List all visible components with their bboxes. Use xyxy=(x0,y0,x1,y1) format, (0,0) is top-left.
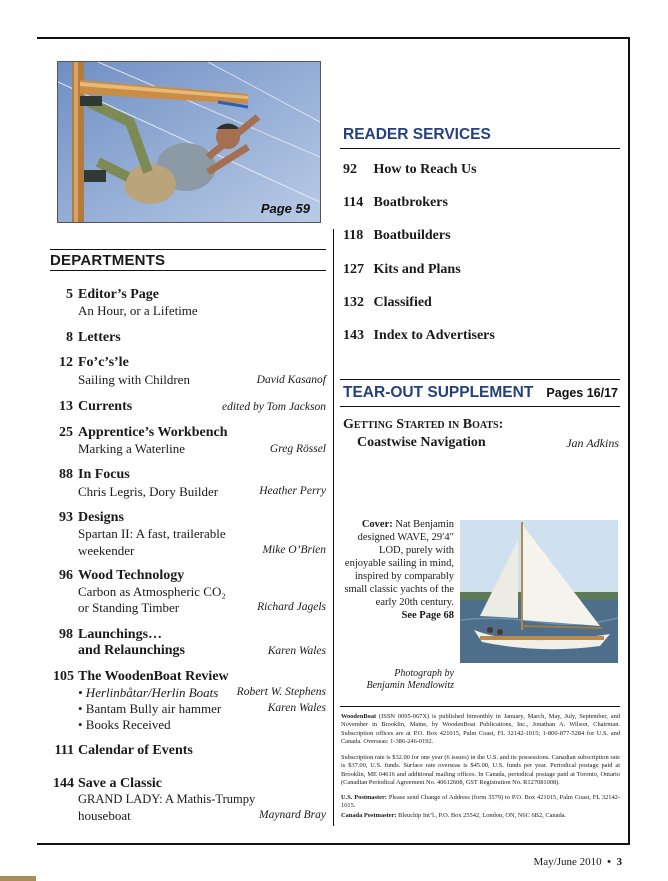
item-page-number: 92 xyxy=(343,162,357,177)
item-label: Index to Advertisers xyxy=(373,328,495,343)
entry-subtitle: Chris Legris, Dory Builder xyxy=(78,484,219,499)
fine-text: Subscription rate is $32.00 for one year (6 issues) in the U.S. and its possessions. Canadian subscription rate is $37.00, U.S. funds. Surface rate overseas is $45.00, U.S. funds per year. Periodical postage paid at Brooklin, ME 04616 and additional mailing offices. In Canada, periodical postage paid at Toronto, Ontario (Canadian Periodical Agreement No. 40612608, GST Registration No. R127081008). xyxy=(341,754,620,786)
entry-author: Heather Perry xyxy=(259,485,326,497)
entry-page-number: 105 xyxy=(53,669,74,684)
entry-title-line2: and Relaunchings xyxy=(78,643,185,658)
supplement-subtitle: Coastwise Navigation xyxy=(357,435,486,450)
entry-page-number: 8 xyxy=(66,330,73,345)
supplement-author: Jan Adkins xyxy=(566,436,619,450)
review-item: • Bantam Bully air hammer xyxy=(78,701,222,716)
credit-label: Photograph by xyxy=(394,668,454,679)
entry-subtitle-line2: weekender xyxy=(78,543,135,558)
corner-accent xyxy=(0,876,36,881)
item-label: Kits and Plans xyxy=(373,262,461,277)
entry-title: Letters xyxy=(78,330,121,345)
entry-subtitle-line2: or Standing Timber xyxy=(78,600,180,615)
reader-services-rule xyxy=(340,148,620,149)
cover-caption xyxy=(343,518,454,622)
fine-lead: WoodenBoat xyxy=(341,713,377,720)
item-label: Boatbuilders xyxy=(373,228,451,243)
reader-service-item xyxy=(343,262,461,278)
entry-title: Currents xyxy=(78,399,133,414)
entry-title: Wood Technology xyxy=(78,568,185,583)
entry-subtitle: Marking a Waterline xyxy=(78,441,186,456)
photo-page-caption: Page 59 xyxy=(260,201,310,216)
entry-subtitle: An Hour, or a Lifetime xyxy=(78,303,198,318)
item-label: Boatbrokers xyxy=(373,195,448,210)
us-postmaster xyxy=(341,794,620,811)
credit-name: Benjamin Mendlowitz xyxy=(366,680,454,691)
entry-page-number: 12 xyxy=(59,355,73,370)
item-page-number: 118 xyxy=(343,228,364,243)
entry-title: Calendar of Events xyxy=(78,743,193,758)
item-page-number: 127 xyxy=(343,262,364,277)
review-item: • Books Received xyxy=(78,717,171,732)
entry-page-number: 88 xyxy=(59,467,73,482)
tearout-bottom-rule xyxy=(340,406,620,407)
subscription-info xyxy=(341,754,620,787)
entry-subtitle: Carbon as Atmospheric CO₂ xyxy=(78,584,226,599)
fine-text: (ISSN 0095-067X) is published bimonthly in January, March, May, July, September, and November in Brooklin, Maine, by WoodenBoat Publications, Inc., Jonathan A. Wilson, Chairman. Subscription offices are at P.O. Box 421015, Palm Coast, FL 32142-1015; 1-800-877-5284 for U.S. and Canada. Overseas: 1-386-246-0192. xyxy=(341,713,620,745)
entry-subtitle: Spartan II: A fast, trailerable xyxy=(78,526,226,541)
entry-author: Maynard Bray xyxy=(259,809,326,821)
departments-heading: DEPARTMENTS xyxy=(50,252,166,269)
entry-page-number: 13 xyxy=(59,399,73,414)
entry-title: Apprentice’s Workbench xyxy=(78,425,228,440)
item-label: Classified xyxy=(373,295,432,310)
entry-title: In Focus xyxy=(78,467,130,482)
fine-lead: U.S. Postmaster: xyxy=(341,794,387,801)
entry-title: Fo’c’s’le xyxy=(78,355,129,370)
departments-bottom-rule xyxy=(50,270,326,271)
reader-service-item xyxy=(343,195,448,211)
reader-service-item xyxy=(343,295,432,311)
entry-page-number: 5 xyxy=(66,287,73,302)
entry-title: The WoodenBoat Review xyxy=(78,669,229,684)
reader-service-item xyxy=(343,228,451,244)
entry-title: Designs xyxy=(78,510,124,525)
tearout-top-rule xyxy=(340,379,620,380)
fine-lead: Canada Postmaster: xyxy=(341,812,397,819)
departments-top-rule xyxy=(50,249,326,250)
review-author: Karen Wales xyxy=(267,702,326,714)
item-label: How to Reach Us xyxy=(373,162,477,177)
entry-subtitle: Sailing with Children xyxy=(78,372,190,387)
entry-title: Launchings… xyxy=(78,627,163,642)
entry-title: Save a Classic xyxy=(78,776,162,791)
entry-page-number: 111 xyxy=(54,743,74,758)
review-item: • Herlinbåtar/Herlin Boats xyxy=(78,685,219,700)
item-page-number: 143 xyxy=(343,328,364,343)
cover-see-page: See Page 68 xyxy=(401,610,454,621)
review-author: Robert W. Stephens xyxy=(236,686,326,698)
entry-page-number: 98 xyxy=(59,627,73,642)
photo-mast-climber xyxy=(57,61,321,223)
reader-services-heading: READER SERVICES xyxy=(343,126,491,143)
entry-subtitle: GRAND LADY: A Mathis-Trumpy xyxy=(78,792,256,806)
entry-title: Editor’s Page xyxy=(78,287,159,302)
tearout-pages: Pages 16/17 xyxy=(546,386,618,400)
entry-author: Greg Rössel xyxy=(269,443,326,455)
fine-print-rule xyxy=(340,706,620,707)
issue-date: May/June 2010 xyxy=(533,856,602,868)
entry-page-number: 144 xyxy=(53,776,74,791)
entry-author: Richard Jagels xyxy=(257,601,326,613)
footer-bullet: • xyxy=(607,856,611,868)
photo-credit xyxy=(343,668,454,692)
fine-text: Please send Change of Address (form 3579) to P.O. Box 421015, Palm Coast, FL 32142-1015. xyxy=(341,794,620,810)
publication-info xyxy=(341,713,620,746)
entry-page-number: 25 xyxy=(59,425,73,440)
entry-author: Mike O’Brien xyxy=(262,544,326,556)
item-page-number: 114 xyxy=(343,195,364,210)
tearout-heading: TEAR-OUT SUPPLEMENT xyxy=(343,384,534,401)
entry-author: Karen Wales xyxy=(267,645,326,657)
entry-page-number: 96 xyxy=(59,568,73,583)
supplement-title: Getting Started in Boats: xyxy=(343,417,504,432)
page-footer xyxy=(534,856,623,868)
item-page-number: 132 xyxy=(343,295,364,310)
canada-postmaster xyxy=(341,812,620,820)
reader-service-item xyxy=(343,328,495,344)
cover-text: Nat Benjamin designed WAVE, 29′4″ LOD, purely with enjoyable sailing in mind, inspired by comparably small classic yachts of the early 20th century. xyxy=(344,519,454,608)
entry-page-number: 93 xyxy=(59,510,73,525)
cover-label: Cover: xyxy=(361,519,393,530)
entry-subtitle-line2: houseboat xyxy=(78,808,131,823)
entry-author: edited by Tom Jackson xyxy=(221,401,326,413)
column-divider xyxy=(333,229,334,826)
fine-text: Bleuchip Int’l., P.O. Box 25542, London, ON, N6C 6B2, Canada. xyxy=(398,812,567,819)
photo-sailboat xyxy=(460,520,618,663)
entry-author: David Kasanof xyxy=(256,374,326,386)
page-number: 3 xyxy=(616,856,622,868)
reader-service-item xyxy=(343,162,477,178)
